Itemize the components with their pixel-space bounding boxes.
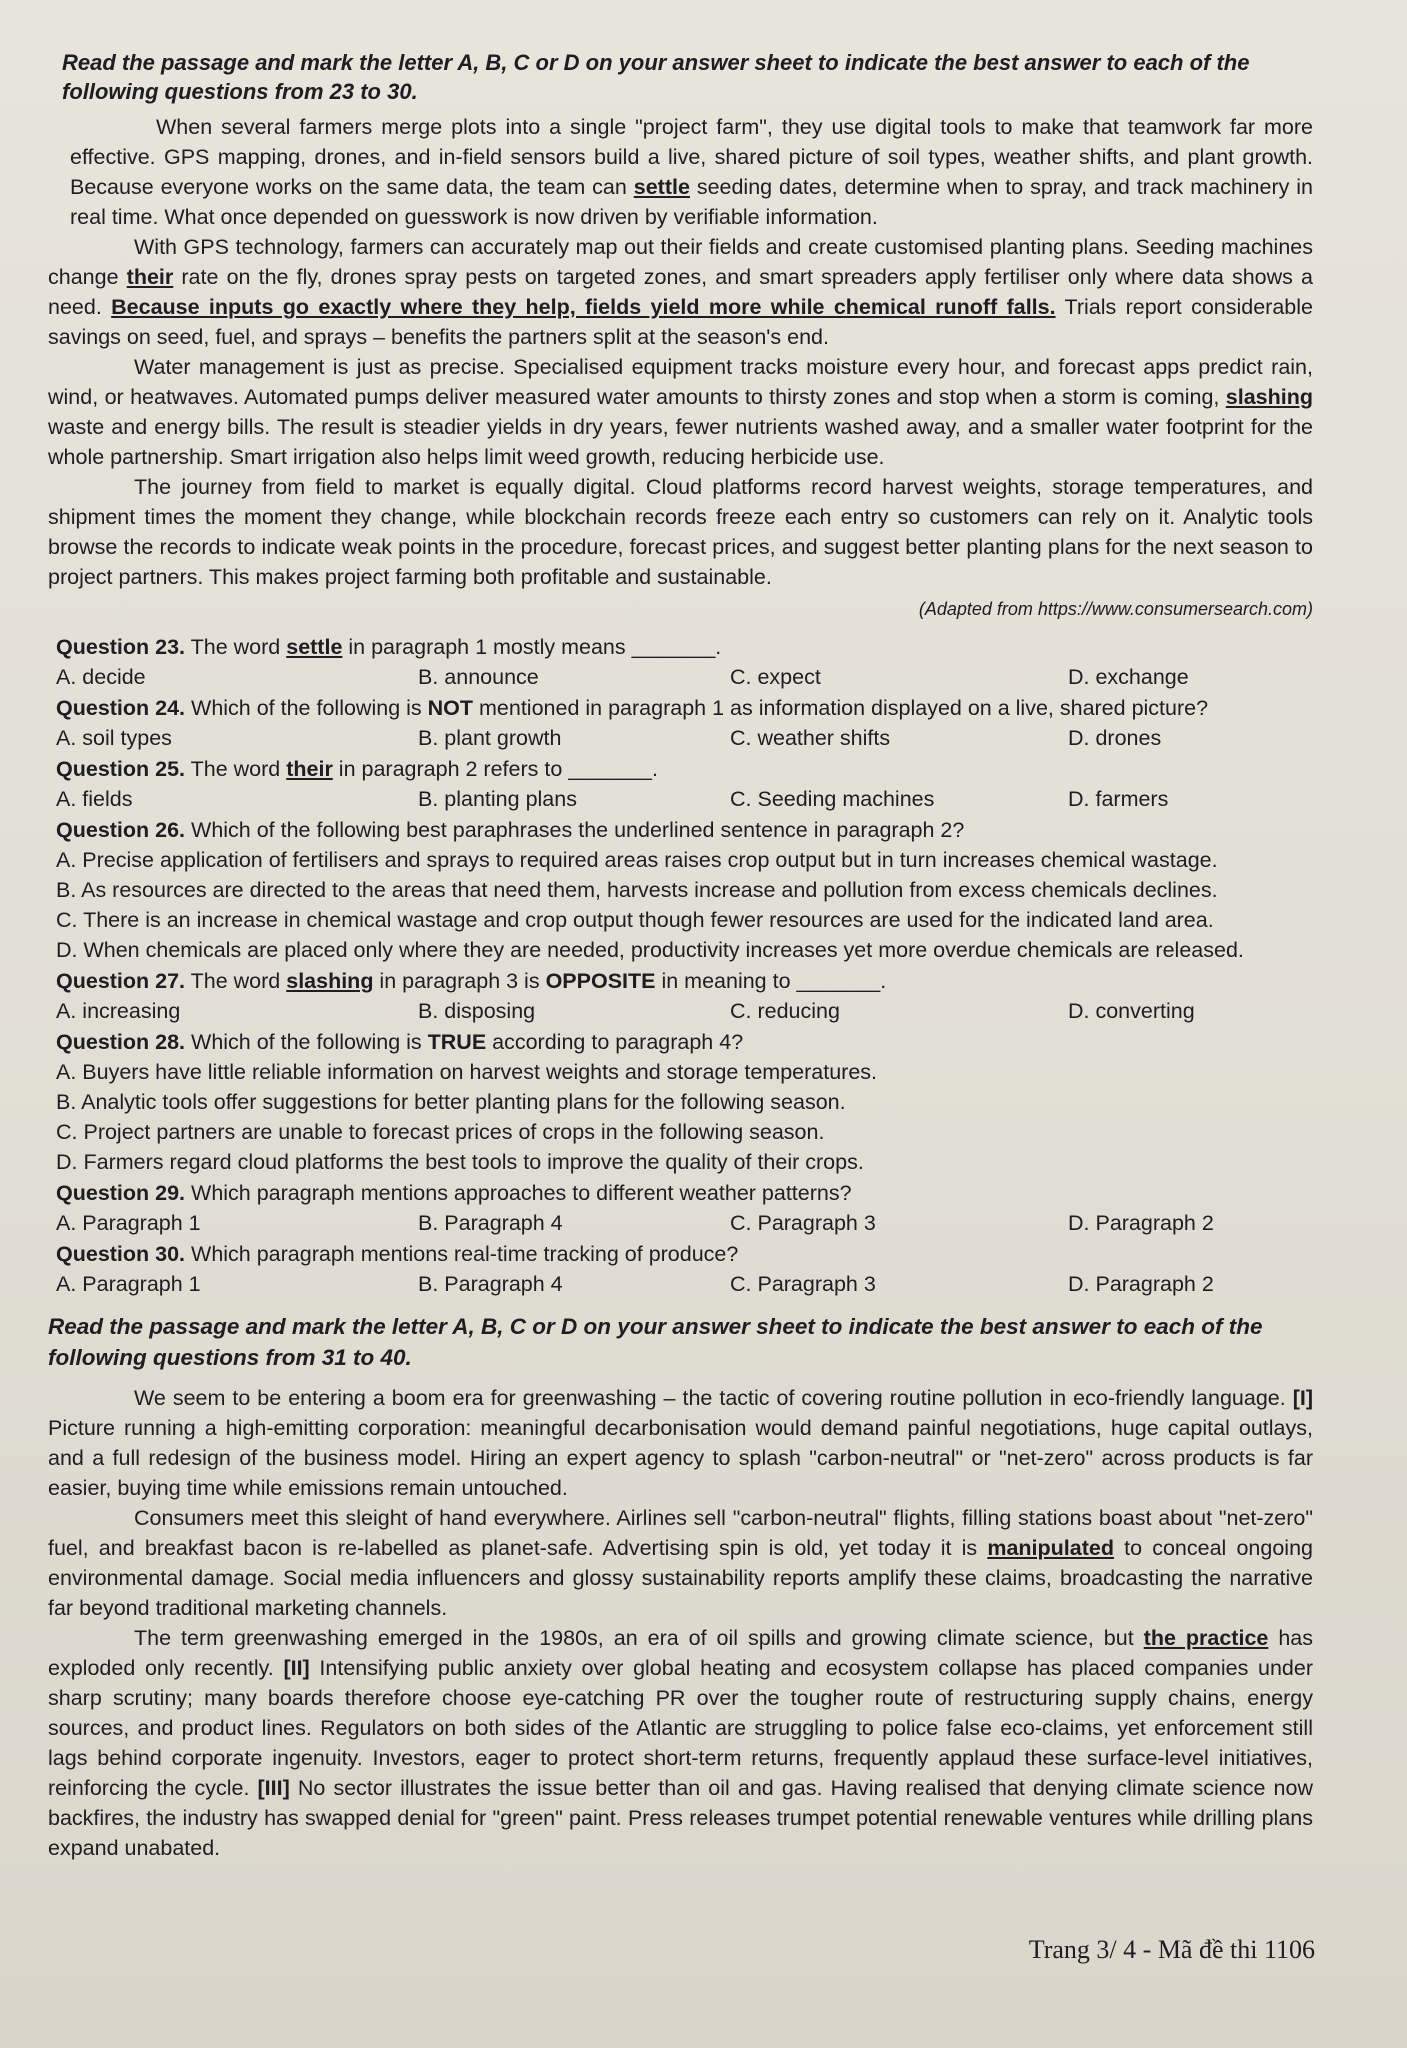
emphasis: OPPOSITE bbox=[545, 969, 656, 993]
options-27 bbox=[56, 996, 1313, 1026]
question-text: in meaning to _______. bbox=[655, 969, 887, 993]
question-text: Which paragraph mentions real-time tracking of produce? bbox=[185, 1242, 739, 1266]
insertion-marker-3: [III] bbox=[257, 1776, 290, 1800]
passage1-paragraph-3 bbox=[48, 352, 1313, 472]
question-26 bbox=[56, 815, 1313, 845]
question-number: Question 25. bbox=[56, 757, 186, 781]
option-d[interactable]: D. exchange bbox=[1068, 665, 1189, 689]
question-text: in paragraph 1 mostly means _______. bbox=[342, 635, 722, 659]
text: waste and energy bills. The result is steadier yields in dry years, fewer nutrients washed away, and a smaller water footprint for the whole partnership. Smart irrigation also helps limit weed growth, reducing herbicide use. bbox=[48, 415, 1313, 469]
question-text: Which of the following is bbox=[185, 696, 428, 720]
option-b[interactable]: B. disposing bbox=[418, 999, 536, 1023]
key-word-settle: settle bbox=[633, 175, 690, 199]
page-content bbox=[48, 48, 1313, 1863]
question-text: Which of the following is bbox=[185, 1030, 428, 1054]
option-b[interactable]: B. plant growth bbox=[418, 726, 562, 750]
passage1-paragraph-2 bbox=[48, 232, 1313, 352]
question-number: Question 27. bbox=[56, 969, 186, 993]
option-c[interactable]: C. weather shifts bbox=[730, 726, 891, 750]
option-c[interactable]: C. Paragraph 3 bbox=[730, 1211, 876, 1235]
option-a[interactable]: A. Paragraph 1 bbox=[56, 1211, 201, 1235]
question-30 bbox=[56, 1239, 1313, 1269]
text: We seem to be entering a boom era for greenwashing – the tactic of covering routine pollution in eco-friendly language. bbox=[134, 1386, 1293, 1410]
option-c[interactable]: C. expect bbox=[730, 665, 821, 689]
options-30 bbox=[56, 1269, 1313, 1299]
text: Picture running a high-emitting corporation: meaningful decarbonisation would demand painful negotiations, huge capital outlays, and a full redesign of the business model. Hiring an expert agency to splash "carbon-neutral" or "net-zero" across products is far easier, buying time while emissions remain untouched. bbox=[48, 1416, 1313, 1500]
key-word: slashing bbox=[286, 969, 374, 993]
question-number: Question 30. bbox=[56, 1242, 186, 1266]
option-d[interactable]: D. Paragraph 2 bbox=[1068, 1272, 1214, 1296]
question-number: Question 24. bbox=[56, 696, 186, 720]
text: No sector illustrates the issue better than oil and gas. Having realised that denying climate science now backfires, the industry has swapped denial for "green" paint. Press releases trumpet potential renewable ventures while drilling plans expand unabated. bbox=[48, 1776, 1313, 1860]
passage1-paragraph-1 bbox=[48, 112, 1313, 232]
key-word: their bbox=[286, 757, 333, 781]
question-text: The word bbox=[185, 635, 287, 659]
text: Trials report considerable savings on seed, fuel, and sprays – benefits the partners split at the season's end. bbox=[48, 295, 1313, 349]
option-c[interactable]: C. Seeding machines bbox=[730, 787, 935, 811]
option-d[interactable]: D. Farmers regard cloud platforms the best tools to improve the quality of their crops. bbox=[56, 1150, 864, 1174]
option-a[interactable]: A. increasing bbox=[56, 999, 181, 1023]
key-word-slashing: slashing bbox=[1225, 385, 1313, 409]
text: The term greenwashing emerged in the 1980s, an era of oil spills and growing climate science, but bbox=[134, 1626, 1144, 1650]
insertion-marker-1: [I] bbox=[1292, 1386, 1313, 1410]
option-c[interactable]: C. reducing bbox=[730, 999, 840, 1023]
option-d[interactable]: D. converting bbox=[1068, 999, 1195, 1023]
instructions-31-40: Read the passage and mark the letter A, B, C or D on your answer sheet to indicate the best answer to each of the following questions from 31 to 40. bbox=[48, 1314, 1263, 1370]
question-text: in paragraph 3 is bbox=[373, 969, 546, 993]
passage2-paragraph-1 bbox=[48, 1383, 1313, 1503]
text: has exploded only recently. bbox=[48, 1626, 1313, 1680]
question-text: mentioned in paragraph 1 as information displayed on a live, shared picture? bbox=[473, 696, 1209, 720]
question-23 bbox=[56, 632, 1313, 662]
key-word-manipulated: manipulated bbox=[987, 1536, 1114, 1560]
options-23 bbox=[56, 662, 1313, 692]
key-word: settle bbox=[286, 635, 343, 659]
options-29 bbox=[56, 1208, 1313, 1238]
option-a[interactable]: A. soil types bbox=[56, 726, 172, 750]
option-d[interactable]: D. drones bbox=[1068, 726, 1162, 750]
question-24 bbox=[56, 693, 1313, 723]
text: With GPS technology, farmers can accurately map out their fields and create customised planting plans. Seeding machines change bbox=[48, 235, 1313, 289]
option-c[interactable]: C. Paragraph 3 bbox=[730, 1272, 876, 1296]
option-d[interactable]: D. farmers bbox=[1068, 787, 1169, 811]
question-25 bbox=[56, 754, 1313, 784]
option-b[interactable]: B. announce bbox=[418, 665, 539, 689]
insertion-marker-2: [II] bbox=[283, 1656, 310, 1680]
question-text: Which of the following best paraphrases the underlined sentence in paragraph 2? bbox=[185, 818, 965, 842]
page-footer: Trang 3/ 4 - Mã đề thi 1106 bbox=[1028, 1935, 1315, 1964]
question-text: according to paragraph 4? bbox=[486, 1030, 744, 1054]
source-citation: (Adapted from https://www.consumersearch.com) bbox=[918, 599, 1313, 619]
question-number: Question 23. bbox=[56, 635, 186, 659]
passage1-paragraph-4 bbox=[48, 472, 1313, 592]
question-number: Question 29. bbox=[56, 1181, 186, 1205]
option-b[interactable]: B. Paragraph 4 bbox=[418, 1272, 563, 1296]
question-28 bbox=[56, 1027, 1313, 1057]
text: to conceal ongoing environmental damage. Social media influencers and glossy sustainability reports amplify these claims, broadcasting the narrative far beyond traditional marketing channels. bbox=[48, 1536, 1313, 1620]
question-text: The word bbox=[185, 969, 287, 993]
options-24 bbox=[56, 723, 1313, 753]
passage2-paragraph-2 bbox=[48, 1503, 1313, 1623]
option-b[interactable]: B. Analytic tools offer suggestions for better planting plans for the following season. bbox=[56, 1090, 846, 1114]
text: Water management is just as precise. Specialised equipment tracks moisture every hour, and forecast apps predict rain, wind, or heatwaves. Automated pumps deliver measured water amounts to thirsty zones and stop when a storm is coming, bbox=[48, 355, 1313, 409]
option-a[interactable]: A. Precise application of fertilisers and sprays to required areas raises crop output but in turn increases chemical wastage. bbox=[56, 848, 1218, 872]
question-text: in paragraph 2 refers to _______. bbox=[332, 757, 658, 781]
instructions-23-30: Read the passage and mark the letter A, B, C or D on your answer sheet to indicate the best answer to each of the following questions from 23 to 30. bbox=[62, 50, 1250, 104]
emphasis: TRUE bbox=[427, 1030, 487, 1054]
key-word-the-practice: the practice bbox=[1143, 1626, 1269, 1650]
option-a[interactable]: A. Buyers have little reliable information on harvest weights and storage temperatures. bbox=[56, 1060, 878, 1084]
text: The journey from field to market is equally digital. Cloud platforms record harvest weights, storage temperatures, and shipment times the moment they change, while blockchain records freeze each entry so customers can rely on it. Analytic tools browse the records to indicate weak points in the procedure, forecast prices, and suggest better planting plans for the next season to project partners. This makes project farming both profitable and sustainable. bbox=[48, 475, 1313, 589]
key-word-their: their bbox=[126, 265, 174, 289]
option-b[interactable]: B. Paragraph 4 bbox=[418, 1211, 563, 1235]
option-a[interactable]: A. decide bbox=[56, 665, 146, 689]
option-a[interactable]: A. Paragraph 1 bbox=[56, 1272, 201, 1296]
question-29 bbox=[56, 1178, 1313, 1208]
option-c[interactable]: C. Project partners are unable to forecast prices of crops in the following season. bbox=[56, 1120, 825, 1144]
option-d[interactable]: D. When chemicals are placed only where they are needed, productivity increases yet more overdue chemicals are released. bbox=[56, 938, 1244, 962]
question-27 bbox=[56, 966, 1313, 996]
question-number: Question 28. bbox=[56, 1030, 186, 1054]
option-b[interactable]: B. planting plans bbox=[418, 787, 577, 811]
text: rate on the fly, drones spray pests on targeted zones, and smart spreaders apply fertiliser only where data shows a need. bbox=[48, 265, 1313, 319]
questions-23-30 bbox=[48, 632, 1313, 1299]
text: Consumers meet this sleight of hand everywhere. Airlines sell "carbon-neutral" flights, filling stations boast about "net-zero" fuel, and breakfast bacon is re-labelled as planet-safe. Advertising spin is old, yet today it is bbox=[48, 1506, 1313, 1560]
option-a[interactable]: A. fields bbox=[56, 787, 133, 811]
text: When several farmers merge plots into a single "project farm", they use digital tools to make that teamwork far more effective. GPS mapping, drones, and in-field sensors build a live, shared picture of soil types, weather shifts, and plant growth. Because everyone works on the same data, the team can bbox=[70, 115, 1313, 199]
text: Intensifying public anxiety over global heating and ecosystem collapse has placed companies under sharp scrutiny; many boards therefore choose eye-catching PR over the tougher route of restructuring supply chains, energy sources, and product lines. Regulators on both sides of the Atlantic are struggling to police false eco-claims, yet enforcement still lags behind corporate ingenuity. Investors, eager to protect short-term returns, frequently applaud these surface-level initiatives, reinforcing the cycle. bbox=[48, 1656, 1313, 1800]
option-b[interactable]: B. As resources are directed to the areas that need them, harvests increase and pollution from excess chemicals declines. bbox=[56, 878, 1218, 902]
text: seeding dates, determine when to spray, and track machinery in real time. What once depended on guesswork is now driven by verifiable information. bbox=[70, 175, 1313, 229]
option-d[interactable]: D. Paragraph 2 bbox=[1068, 1211, 1214, 1235]
option-c[interactable]: C. There is an increase in chemical wastage and crop output though fewer resources are used for the indicated land area. bbox=[56, 908, 1214, 932]
passage2-paragraph-3 bbox=[48, 1623, 1313, 1863]
question-text: The word bbox=[185, 757, 287, 781]
question-number: Question 26. bbox=[56, 818, 186, 842]
emphasis: NOT bbox=[427, 696, 474, 720]
options-25 bbox=[56, 784, 1313, 814]
underlined-sentence: Because inputs go exactly where they help, fields yield more while chemical runoff falls. bbox=[111, 295, 1056, 319]
question-text: Which paragraph mentions approaches to different weather patterns? bbox=[185, 1181, 852, 1205]
